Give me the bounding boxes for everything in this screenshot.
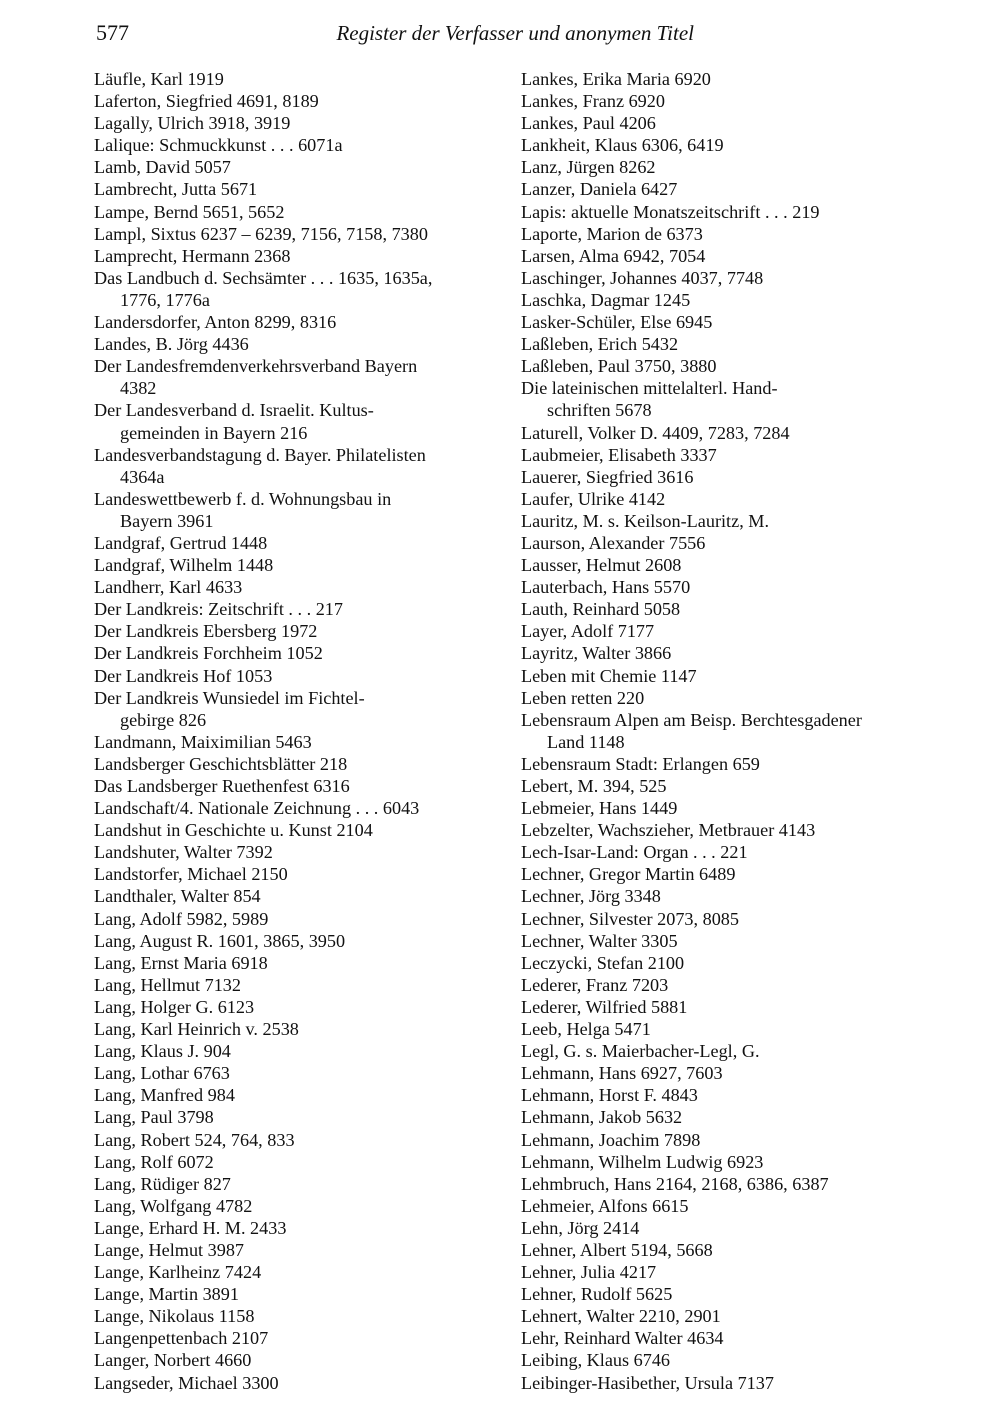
index-entry (521, 377, 931, 421)
entry-text: Lebert, M. 394, 525 (521, 776, 667, 796)
entry-text: Landesverbandstagung d. Bayer. Philatelisten (94, 444, 426, 465)
index-entry (521, 466, 931, 488)
entry-text: Der Landesfremdenverkehrsverband Bayern (94, 356, 418, 377)
index-entry (94, 642, 504, 664)
entry-text: Laschinger, Johannes 4037, 7748 (521, 267, 764, 288)
entry-text: Lebensraum Alpen am Beisp. Berchtesgadener (521, 709, 862, 730)
index-entry (94, 1062, 504, 1084)
entry-text: Lehnert, Walter 2210, 2901 (521, 1306, 721, 1327)
entry-text: Landshuter, Walter 7392 (94, 842, 273, 863)
entry-text: Lange, Karlheinz 7424 (94, 1262, 262, 1283)
entry-text: Leibinger-Hasibether, Ursula 7137 (521, 1372, 774, 1393)
index-entry (94, 930, 504, 952)
index-entry (94, 532, 504, 554)
entry-text: Lampl, Sixtus 6237 – 6239, 7156, 7158, 7380 (94, 223, 428, 244)
index-entry (521, 930, 931, 952)
entry-text: Lankes, Paul 4206 (521, 113, 656, 134)
index-column-left (94, 68, 504, 1394)
entry-text: Lehner, Albert 5194, 5668 (521, 1239, 713, 1260)
entry-text: Leibing, Klaus 6746 (521, 1350, 671, 1371)
index-entry (521, 311, 931, 333)
index-entry (94, 554, 504, 576)
index-entry (521, 709, 931, 753)
index-entry (94, 687, 504, 731)
entry-text: Landsberger Geschichtsblätter 218 (94, 753, 348, 774)
index-entry (521, 863, 931, 885)
entry-text: Lang, Holger G. 6123 (94, 996, 255, 1017)
index-entry (521, 753, 931, 775)
index-entry (521, 1062, 931, 1084)
entry-text: Der Landesverband d. Israelit. Kultus- (94, 400, 374, 421)
entry-text: Landmann, Maiximilian 5463 (94, 731, 312, 752)
index-entry (94, 819, 504, 841)
entry-text: Laferton, Siegfried 4691, 8189 (94, 91, 319, 112)
index-entry (521, 510, 931, 532)
entry-text: Lagally, Ulrich 3918, 3919 (94, 113, 291, 134)
entry-text: Landersdorfer, Anton 8299, 8316 (94, 312, 337, 333)
index-entry (521, 1217, 931, 1239)
entry-continuation: 4382 (120, 378, 157, 399)
index-entry (94, 996, 504, 1018)
entry-text: Landstorfer, Michael 2150 (94, 864, 288, 885)
entry-text: Lehner, Rudolf 5625 (521, 1284, 673, 1305)
index-entry (94, 201, 504, 223)
index-entry (94, 1151, 504, 1173)
entry-text: Lange, Nikolaus 1158 (94, 1306, 255, 1327)
index-entry (521, 1173, 931, 1195)
entry-text: Lankes, Franz 6920 (521, 91, 665, 112)
index-entry (521, 974, 931, 996)
entry-text: Lebzelter, Wachszieher, Metbrauer 4143 (521, 820, 816, 841)
index-entry (94, 223, 504, 245)
entry-text: Landeswettbewerb f. d. Wohnungsbau in (94, 488, 392, 509)
entry-text: Lebensraum Stadt: Erlangen 659 (521, 753, 760, 774)
index-entry (521, 908, 931, 930)
index-entry (94, 974, 504, 996)
index-entry (94, 333, 504, 355)
index-entry (521, 1151, 931, 1173)
entry-text: Leben mit Chemie 1147 (521, 665, 697, 686)
index-entry (94, 156, 504, 178)
entry-text: Lauterbach, Hans 5570 (521, 577, 691, 598)
index-entry (521, 134, 931, 156)
index-entry (94, 1018, 504, 1040)
index-entry (94, 665, 504, 687)
index-entry (94, 1372, 504, 1394)
index-entry (94, 1283, 504, 1305)
entry-text: Lech-Isar-Land: Organ . . . 221 (521, 842, 748, 863)
entry-text: Leben retten 220 (521, 687, 645, 708)
index-entry (521, 598, 931, 620)
index-entry (94, 1040, 504, 1062)
entry-text: Lankes, Erika Maria 6920 (521, 69, 711, 89)
index-entry (94, 245, 504, 267)
entry-text: Lang, Robert 524, 764, 833 (94, 1129, 295, 1150)
index-entry (94, 1084, 504, 1106)
index-entry (521, 289, 931, 311)
entry-text: Lauerer, Siegfried 3616 (521, 466, 694, 487)
entry-text: Lederer, Wilfried 5881 (521, 996, 688, 1017)
index-entry (94, 863, 504, 885)
entry-text: Laurson, Alexander 7556 (521, 532, 706, 553)
index-entry (521, 1283, 931, 1305)
entry-text: Laßleben, Erich 5432 (521, 334, 679, 355)
entry-text: Lambrecht, Jutta 5671 (94, 179, 258, 200)
entry-text: Lalique: Schmuckkunst . . . 6071a (94, 135, 343, 156)
index-entry (521, 620, 931, 642)
entry-text: Larsen, Alma 6942, 7054 (521, 245, 706, 266)
entry-continuation: Land 1148 (547, 731, 625, 752)
index-entry (521, 1106, 931, 1128)
index-entry (521, 1349, 931, 1371)
index-entry (94, 488, 504, 532)
index-entry (94, 731, 504, 753)
index-entry (94, 267, 504, 311)
index-entry (94, 1239, 504, 1261)
entry-text: Der Landkreis Wunsiedel im Fichtel- (94, 687, 365, 708)
index-entry (94, 90, 504, 112)
entry-text: Laubmeier, Elisabeth 3337 (521, 444, 717, 465)
index-entry (94, 1261, 504, 1283)
index-entry (521, 90, 931, 112)
entry-text: Landherr, Karl 4633 (94, 577, 243, 598)
index-entry (521, 333, 931, 355)
index-entry (521, 223, 931, 245)
entry-continuation: Bayern 3961 (120, 510, 214, 531)
entry-continuation: schriften 5678 (547, 400, 652, 421)
index-entry (94, 885, 504, 907)
index-entry (94, 311, 504, 333)
entry-text: Lang, Rüdiger 827 (94, 1173, 231, 1194)
entry-text: Lang, Manfred 984 (94, 1085, 235, 1106)
index-entry (521, 201, 931, 223)
index-entry (521, 1195, 931, 1217)
index-entry (521, 112, 931, 134)
entry-text: Landschaft/4. Nationale Zeichnung . . . 6043 (94, 798, 420, 819)
entry-text: Lechner, Gregor Martin 6489 (521, 864, 736, 885)
index-entry (521, 1239, 931, 1261)
index-entry (94, 908, 504, 930)
entry-continuation: 1776, 1776a (120, 289, 210, 310)
entry-continuation: gebirge 826 (120, 709, 207, 730)
entry-text: Laßleben, Paul 3750, 3880 (521, 356, 717, 377)
entry-text: Landgraf, Gertrud 1448 (94, 532, 268, 553)
entry-text: Landes, B. Jörg 4436 (94, 334, 249, 355)
index-entry (521, 245, 931, 267)
index-entry (521, 1305, 931, 1327)
entry-text: Layer, Adolf 7177 (521, 621, 655, 642)
index-entry (521, 355, 931, 377)
index-entry (521, 775, 931, 797)
entry-text: Lange, Martin 3891 (94, 1284, 239, 1305)
index-entry (521, 156, 931, 178)
index-entry (521, 1372, 931, 1394)
index-entry (94, 1195, 504, 1217)
entry-text: Lechner, Jörg 3348 (521, 886, 661, 907)
index-entry (94, 112, 504, 134)
entry-continuation: gemeinden in Bayern 216 (120, 422, 308, 443)
entry-text: Lang, Lothar 6763 (94, 1063, 230, 1084)
entry-text: Lehner, Julia 4217 (521, 1262, 657, 1283)
entry-text: Der Landkreis Ebersberg 1972 (94, 621, 318, 642)
index-entry (521, 797, 931, 819)
running-title: Register der Verfasser und anonymen Titel (336, 21, 694, 45)
entry-text: Lampe, Bernd 5651, 5652 (94, 201, 285, 222)
entry-text: Lang, Paul 3798 (94, 1107, 214, 1128)
index-entry (94, 68, 504, 90)
entry-text: Langer, Norbert 4660 (94, 1350, 252, 1371)
entry-text: Landshut in Geschichte u. Kunst 2104 (94, 820, 373, 841)
index-entry (521, 576, 931, 598)
index-entry (521, 952, 931, 974)
entry-continuation: 4364a (120, 466, 165, 487)
index-entry (94, 598, 504, 620)
index-entry (521, 444, 931, 466)
index-entry (94, 775, 504, 797)
index-entry (521, 1129, 931, 1151)
entry-text: Lehmeier, Alfons 6615 (521, 1195, 689, 1216)
entry-text: Lausser, Helmut 2608 (521, 555, 682, 576)
index-entry (521, 554, 931, 576)
entry-text: Der Landkreis Hof 1053 (94, 665, 273, 686)
entry-text: Laporte, Marion de 6373 (521, 223, 703, 244)
index-entry (521, 1327, 931, 1349)
entry-text: Der Landkreis Forchheim 1052 (94, 643, 323, 664)
entry-text: Lanz, Jürgen 8262 (521, 157, 656, 178)
entry-text: Lehr, Reinhard Walter 4634 (521, 1328, 724, 1349)
entry-text: Lang, Wolfgang 4782 (94, 1195, 253, 1216)
index-entry (521, 68, 931, 90)
entry-text: Lang, Hellmut 7132 (94, 974, 241, 995)
page-header (96, 18, 694, 48)
index-entry (521, 488, 931, 510)
index-entry (94, 620, 504, 642)
entry-text: Lamprecht, Hermann 2368 (94, 245, 291, 266)
entry-text: Lehmann, Joachim 7898 (521, 1129, 701, 1150)
entry-text: Lamb, David 5057 (94, 157, 231, 178)
index-entry (521, 996, 931, 1018)
index-entry (94, 1129, 504, 1151)
entry-text: Lang, Klaus J. 904 (94, 1041, 231, 1062)
index-entry (94, 134, 504, 156)
index-entry (94, 1349, 504, 1371)
entry-text: Lasker-Schüler, Else 6945 (521, 312, 713, 333)
entry-text: Laufer, Ulrike 4142 (521, 488, 666, 509)
entry-text: Lapis: aktuelle Monatszeitschrift . . . 219 (521, 201, 820, 222)
index-entry (521, 642, 931, 664)
index-entry (94, 399, 504, 443)
index-entry (94, 952, 504, 974)
entry-text: Lang, August R. 1601, 3865, 3950 (94, 930, 346, 951)
entry-text: Lang, Ernst Maria 6918 (94, 952, 268, 973)
index-entry (94, 753, 504, 775)
entry-text: Legl, G. s. Maierbacher-Legl, G. (521, 1041, 760, 1062)
entry-text: Der Landkreis: Zeitschrift . . . 217 (94, 599, 343, 620)
entry-text: Lang, Rolf 6072 (94, 1151, 214, 1172)
index-entry (521, 267, 931, 289)
index-entry (521, 819, 931, 841)
entry-text: Lechner, Walter 3305 (521, 930, 678, 951)
entry-text: Langseder, Michael 3300 (94, 1372, 279, 1393)
index-entry (94, 355, 504, 399)
entry-text: Lange, Helmut 3987 (94, 1239, 245, 1260)
page-number: 577 (96, 20, 129, 45)
entry-text: Landthaler, Walter 854 (94, 886, 261, 907)
entry-text: Langenpettenbach 2107 (94, 1328, 269, 1349)
index-entry (521, 422, 931, 444)
entry-text: Layritz, Walter 3866 (521, 643, 672, 664)
entry-text: Laturell, Volker D. 4409, 7283, 7284 (521, 422, 790, 443)
entry-text: Lang, Karl Heinrich v. 2538 (94, 1019, 299, 1040)
entry-text: Läufle, Karl 1919 (94, 69, 224, 89)
entry-text: Leczycki, Stefan 2100 (521, 952, 685, 973)
entry-text: Lauth, Reinhard 5058 (521, 599, 681, 620)
index-entry (521, 687, 931, 709)
entry-text: Das Landbuch d. Sechsämter . . . 1635, 1635a, (94, 267, 433, 288)
entry-text: Laschka, Dagmar 1245 (521, 289, 691, 310)
entry-text: Lankheit, Klaus 6306, 6419 (521, 135, 724, 156)
entry-text: Das Landsberger Ruethenfest 6316 (94, 776, 350, 796)
entry-text: Lehmann, Horst F. 4843 (521, 1085, 698, 1106)
index-entry (521, 665, 931, 687)
entry-text: Leeb, Helga 5471 (521, 1019, 651, 1040)
index-entry (521, 1261, 931, 1283)
index-entry (94, 576, 504, 598)
index-entry (521, 1084, 931, 1106)
index-entry (521, 885, 931, 907)
index-entry (521, 1018, 931, 1040)
index-entry (94, 1217, 504, 1239)
entry-text: Lehmann, Jakob 5632 (521, 1107, 683, 1128)
index-entry (94, 1327, 504, 1349)
entry-text: Lehn, Jörg 2414 (521, 1217, 640, 1238)
index-entry (94, 841, 504, 863)
index-entry (521, 532, 931, 554)
entry-text: Landgraf, Wilhelm 1448 (94, 555, 274, 576)
entry-text: Lehmann, Wilhelm Ludwig 6923 (521, 1151, 764, 1172)
entry-text: Lechner, Silvester 2073, 8085 (521, 908, 739, 929)
entry-text: Lehmann, Hans 6927, 7603 (521, 1063, 723, 1084)
entry-text: Lang, Adolf 5982, 5989 (94, 908, 269, 929)
index-entry (94, 1106, 504, 1128)
index-entry (94, 444, 504, 488)
entry-text: Lederer, Franz 7203 (521, 974, 669, 995)
entry-text: Die lateinischen mittelalterl. Hand- (521, 378, 778, 399)
index-entry (521, 841, 931, 863)
entry-text: Lange, Erhard H. M. 2433 (94, 1217, 287, 1238)
entry-text: Lanzer, Daniela 6427 (521, 179, 678, 200)
entry-text: Lehmbruch, Hans 2164, 2168, 6386, 6387 (521, 1173, 829, 1194)
index-entry (94, 178, 504, 200)
entry-text: Lebmeier, Hans 1449 (521, 798, 678, 819)
index-entry (521, 178, 931, 200)
index-column-right (521, 68, 931, 1394)
index-entry (94, 797, 504, 819)
index-entry (94, 1305, 504, 1327)
index-entry (94, 1173, 504, 1195)
entry-text: Lauritz, M. s. Keilson-Lauritz, M. (521, 510, 770, 531)
index-entry (521, 1040, 931, 1062)
